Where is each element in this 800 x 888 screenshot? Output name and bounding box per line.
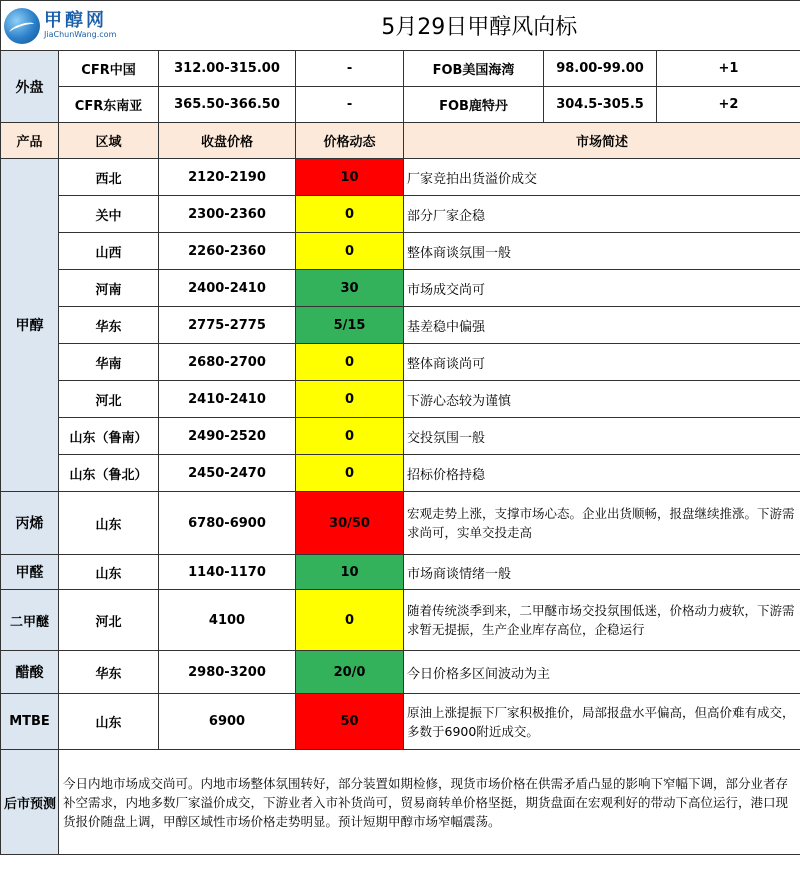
product-row (1, 418, 800, 455)
change-cell: 0 (296, 381, 404, 418)
logo-en: JiaChunWang.com (44, 29, 117, 39)
product-name: 醋酸 (1, 651, 59, 694)
region-cell: 河南 (59, 270, 159, 307)
foreign-change: +2 (657, 87, 800, 123)
product-row (1, 492, 800, 555)
region-cell: 华南 (59, 344, 159, 381)
price-cell: 2450-2470 (159, 455, 296, 492)
summary-cell: 整体商谈氛围一般 (404, 233, 800, 270)
header-row (1, 123, 800, 159)
change-cell: 0 (296, 196, 404, 233)
region-cell: 西北 (59, 159, 159, 196)
foreign-name: CFR中国 (59, 51, 159, 87)
change-cell: 0 (296, 590, 404, 651)
header-product: 产品 (1, 123, 59, 159)
change-cell: 30/50 (296, 492, 404, 555)
foreign-price: 98.00-99.00 (544, 51, 657, 87)
region-cell: 山东 (59, 555, 159, 590)
price-cell: 2300-2360 (159, 196, 296, 233)
change-cell: 0 (296, 455, 404, 492)
header-price: 收盘价格 (159, 123, 296, 159)
header-change: 价格动态 (296, 123, 404, 159)
product-row (1, 455, 800, 492)
change-cell: 30 (296, 270, 404, 307)
foreign-name: FOB美国海湾 (404, 51, 544, 87)
foreign-change: - (296, 51, 404, 87)
price-cell: 2775-2775 (159, 307, 296, 344)
foreign-row (1, 51, 800, 87)
summary-cell: 下游心态较为谨慎 (404, 381, 800, 418)
page-title: 5月29日甲醇风向标 (159, 1, 800, 51)
price-cell: 2680-2700 (159, 344, 296, 381)
header-summary: 市场简述 (404, 123, 800, 159)
change-cell: 0 (296, 344, 404, 381)
summary-cell: 部分厂家企稳 (404, 196, 800, 233)
product-name: 二甲醚 (1, 590, 59, 651)
summary-cell: 招标价格持稳 (404, 455, 800, 492)
foreign-price: 365.50-366.50 (159, 87, 296, 123)
region-cell: 山东（鲁南） (59, 418, 159, 455)
product-row (1, 307, 800, 344)
foreign-label: 外盘 (1, 51, 59, 123)
product-row (1, 555, 800, 590)
price-cell: 1140-1170 (159, 555, 296, 590)
summary-cell: 随着传统淡季到来，二甲醚市场交投氛围低迷，价格动力疲软，下游需求暂无提振，生产企业库存高位，企稳运行 (404, 590, 800, 651)
summary-cell: 厂家竞拍出货溢价成交 (404, 159, 800, 196)
price-cell: 4100 (159, 590, 296, 651)
logo (4, 6, 156, 46)
product-row (1, 590, 800, 651)
foreign-name: CFR东南亚 (59, 87, 159, 123)
change-cell: 0 (296, 418, 404, 455)
foreign-change: +1 (657, 51, 800, 87)
summary-cell: 基差稳中偏强 (404, 307, 800, 344)
globe-icon (4, 8, 40, 44)
summary-cell: 整体商谈尚可 (404, 344, 800, 381)
region-cell: 河北 (59, 381, 159, 418)
price-cell: 2490-2520 (159, 418, 296, 455)
foreign-price: 304.5-305.5 (544, 87, 657, 123)
region-cell: 山西 (59, 233, 159, 270)
product-name: 甲醛 (1, 555, 59, 590)
summary-cell: 市场成交尚可 (404, 270, 800, 307)
product-row (1, 381, 800, 418)
change-cell: 10 (296, 159, 404, 196)
forecast-text: 今日内地市场成交尚可。内地市场整体氛围转好，部分装置如期检修，现货市场价格在供需矛盾凸显的影响下窄幅下调，部分业者存补空需求，内地多数厂家溢价成交，下游业者入市补货尚可，贸易商转单价格坚挺，期货盘面在宏观利好的带动下高位运行，港口现货报价随盘上调，甲醇区域性市场价格走势明显。预计短期甲醇市场窄幅震荡。 (59, 750, 800, 855)
logo-cell (1, 1, 159, 51)
change-cell: 50 (296, 694, 404, 750)
foreign-price: 312.00-315.00 (159, 51, 296, 87)
price-cell: 6780-6900 (159, 492, 296, 555)
foreign-change: - (296, 87, 404, 123)
region-cell: 山东（鲁北） (59, 455, 159, 492)
product-row (1, 694, 800, 750)
region-cell: 华东 (59, 651, 159, 694)
foreign-name: FOB鹿特丹 (404, 87, 544, 123)
product-name: 丙烯 (1, 492, 59, 555)
product-name: MTBE (1, 694, 59, 750)
region-cell: 华东 (59, 307, 159, 344)
change-cell: 5/15 (296, 307, 404, 344)
price-cell: 2120-2190 (159, 159, 296, 196)
price-cell: 2980-3200 (159, 651, 296, 694)
change-cell: 0 (296, 233, 404, 270)
price-cell: 2260-2360 (159, 233, 296, 270)
region-cell: 关中 (59, 196, 159, 233)
summary-cell: 市场商谈情绪一般 (404, 555, 800, 590)
product-row (1, 651, 800, 694)
region-cell: 河北 (59, 590, 159, 651)
product-row (1, 233, 800, 270)
product-row (1, 196, 800, 233)
product-row (1, 159, 800, 196)
summary-cell: 交投氛围一般 (404, 418, 800, 455)
summary-cell: 宏观走势上涨，支撑市场心态。企业出货顺畅，报盘继续推涨。下游需求尚可，实单交投走高 (404, 492, 800, 555)
forecast-label: 后市预测 (1, 750, 59, 855)
header-region: 区域 (59, 123, 159, 159)
price-cell: 2400-2410 (159, 270, 296, 307)
summary-cell: 原油上涨提振下厂家积极推价，局部报盘水平偏高，但高价难有成交，多数于6900附近成交。 (404, 694, 800, 750)
logo-cn: 甲醇网 (44, 9, 107, 31)
price-cell: 2410-2410 (159, 381, 296, 418)
change-cell: 20/0 (296, 651, 404, 694)
product-name: 甲醇 (1, 159, 59, 492)
change-cell: 10 (296, 555, 404, 590)
foreign-row (1, 87, 800, 123)
summary-cell: 今日价格多区间波动为主 (404, 651, 800, 694)
region-cell: 山东 (59, 492, 159, 555)
price-cell: 6900 (159, 694, 296, 750)
product-row (1, 344, 800, 381)
region-cell: 山东 (59, 694, 159, 750)
product-row (1, 270, 800, 307)
forecast-row (1, 750, 800, 855)
